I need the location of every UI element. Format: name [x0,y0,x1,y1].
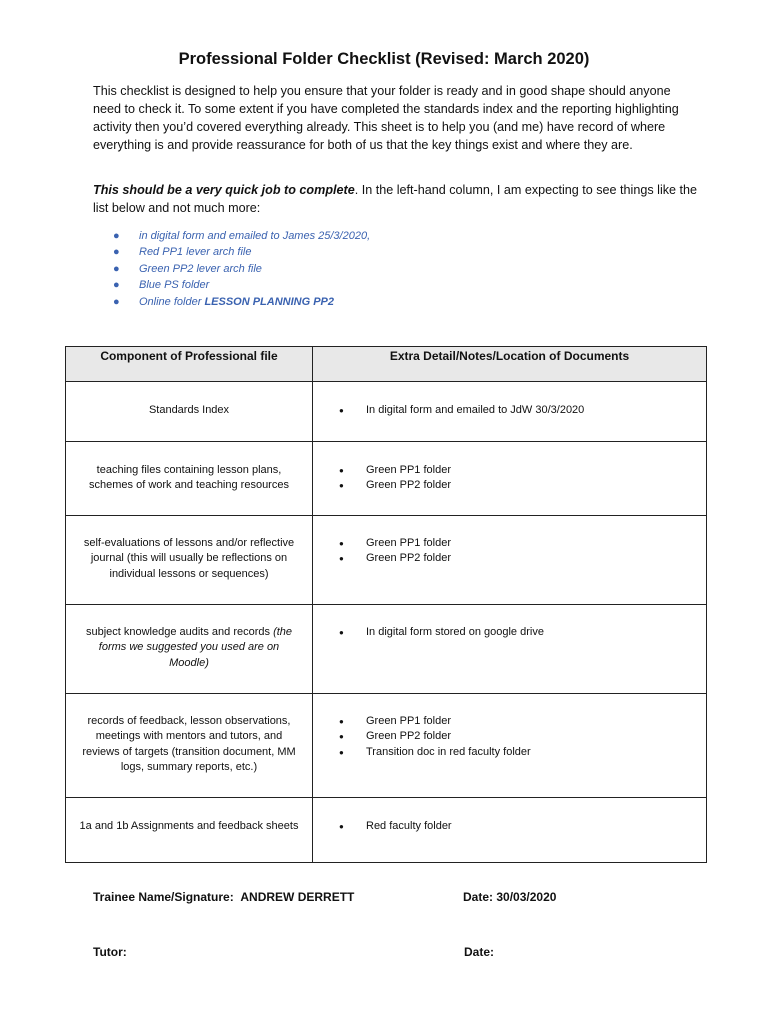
page-title: Professional Folder Checklist (Revised: March 2020) [178,50,590,68]
intro-paragraph: This checklist is designed to help you ensure that your folder is ready and in good shape should anyone need to check it. To some extent if you have completed the standards index and the reporting highlighting activity then you’d covered everything already. This sheet is to help you (and me) have record of where everything is and provide reassurance for both of us that the key things exist and where they are. [93,84,679,152]
notes-cell [313,605,707,694]
table-row [66,442,707,516]
example-list [113,228,370,310]
notes-cell [313,442,707,516]
component-cell [66,516,313,605]
table-row [66,382,707,442]
note-item: ● Green PP2 folder [339,729,706,744]
note-item: ● Green PP1 folder [339,714,706,729]
table-row [66,516,707,605]
example-item [113,228,370,244]
component-cell [66,605,313,694]
component-text: teaching files containing lesson plans, schemes of work and teaching resources [89,464,289,492]
component-note: (the forms we suggested you used are on Moodle) [98,626,293,669]
note-item: ● Green PP1 folder [339,463,706,478]
note-item: ● Green PP2 folder [339,551,706,566]
example-text: Red PP1 lever arch file [139,246,252,259]
component-text: self-evaluations of lessons and/or reflective journal (this will usually be reflections on individual lessons or sequences) [83,537,295,580]
table-header-row [66,347,707,382]
tutor-label: Tutor: [93,945,127,959]
example-text: in digital form and emailed to James 25/3/2020, [139,230,371,242]
example-text: Online folder [139,295,205,308]
notes-list [339,714,706,760]
notes-list [339,819,706,834]
component-text: records of feedback, lesson observations, meetings with mentors and tutors, and reviews of targets (transition document, MM logs, summary reports, etc.) [82,715,296,774]
date-label: Date: [463,890,494,904]
checklist-table [65,346,707,863]
component-text: 1a and 1b Assignments and feedback sheets [79,820,299,832]
component-cell [66,694,313,798]
note-item: ● Green PP2 folder [339,478,706,493]
component-text: Standards Index [148,404,230,416]
note-item: ● Red faculty folder [339,819,706,834]
instructions-emphasis: This should be a very quick job to complete [93,183,355,197]
column-header-component: Component of Professional file [66,347,313,382]
table-row [66,694,707,798]
notes-cell [313,516,707,605]
bullet-icon: ● [113,230,120,242]
example-item [113,294,370,310]
component-cell [66,798,313,863]
note-item: ● In digital form stored on google drive [339,625,706,640]
note-item: ● In digital form and emailed to JdW 30/3/2020 [339,403,706,418]
notes-list [339,625,706,640]
bullet-icon: ● [113,262,120,275]
bullet-icon: ● [113,246,120,259]
notes-list [339,403,706,418]
component-cell [66,382,313,442]
example-text: Green PP2 lever arch file [139,262,262,275]
notes-cell [313,694,707,798]
instructions-text: . In the left-hand column, I am expecting to see things like the list below and not much more: [93,183,698,215]
trainee-signature [93,890,354,904]
column-header-notes: Extra Detail/Notes/Location of Documents [313,347,707,382]
bullet-icon: ● [113,295,120,308]
notes-list [339,463,706,494]
table-row [66,798,707,863]
example-text-strong: LESSON PLANNING PP2 [204,295,335,308]
example-item [113,261,370,277]
note-item: ● Green PP1 folder [339,536,706,551]
table-row [66,605,707,694]
component-text: subject knowledge audits and records [85,626,274,638]
bullet-icon: ● [113,279,120,292]
note-item: ● Transition doc in red faculty folder [339,745,706,760]
trainee-name: ANDREW DERRETT [240,890,355,904]
trainee-label: Trainee Name/Signature: [93,890,234,904]
example-item [113,277,370,293]
trainee-date [463,890,556,904]
example-item [113,244,370,260]
date-value: 30/03/2020 [496,890,557,904]
notes-cell [313,798,707,863]
tutor-date-label: Date: [464,945,495,959]
component-cell [66,442,313,516]
notes-list [339,536,706,567]
example-text: Blue PS folder [139,279,210,292]
instructions-paragraph [93,181,699,217]
notes-cell [313,382,707,442]
